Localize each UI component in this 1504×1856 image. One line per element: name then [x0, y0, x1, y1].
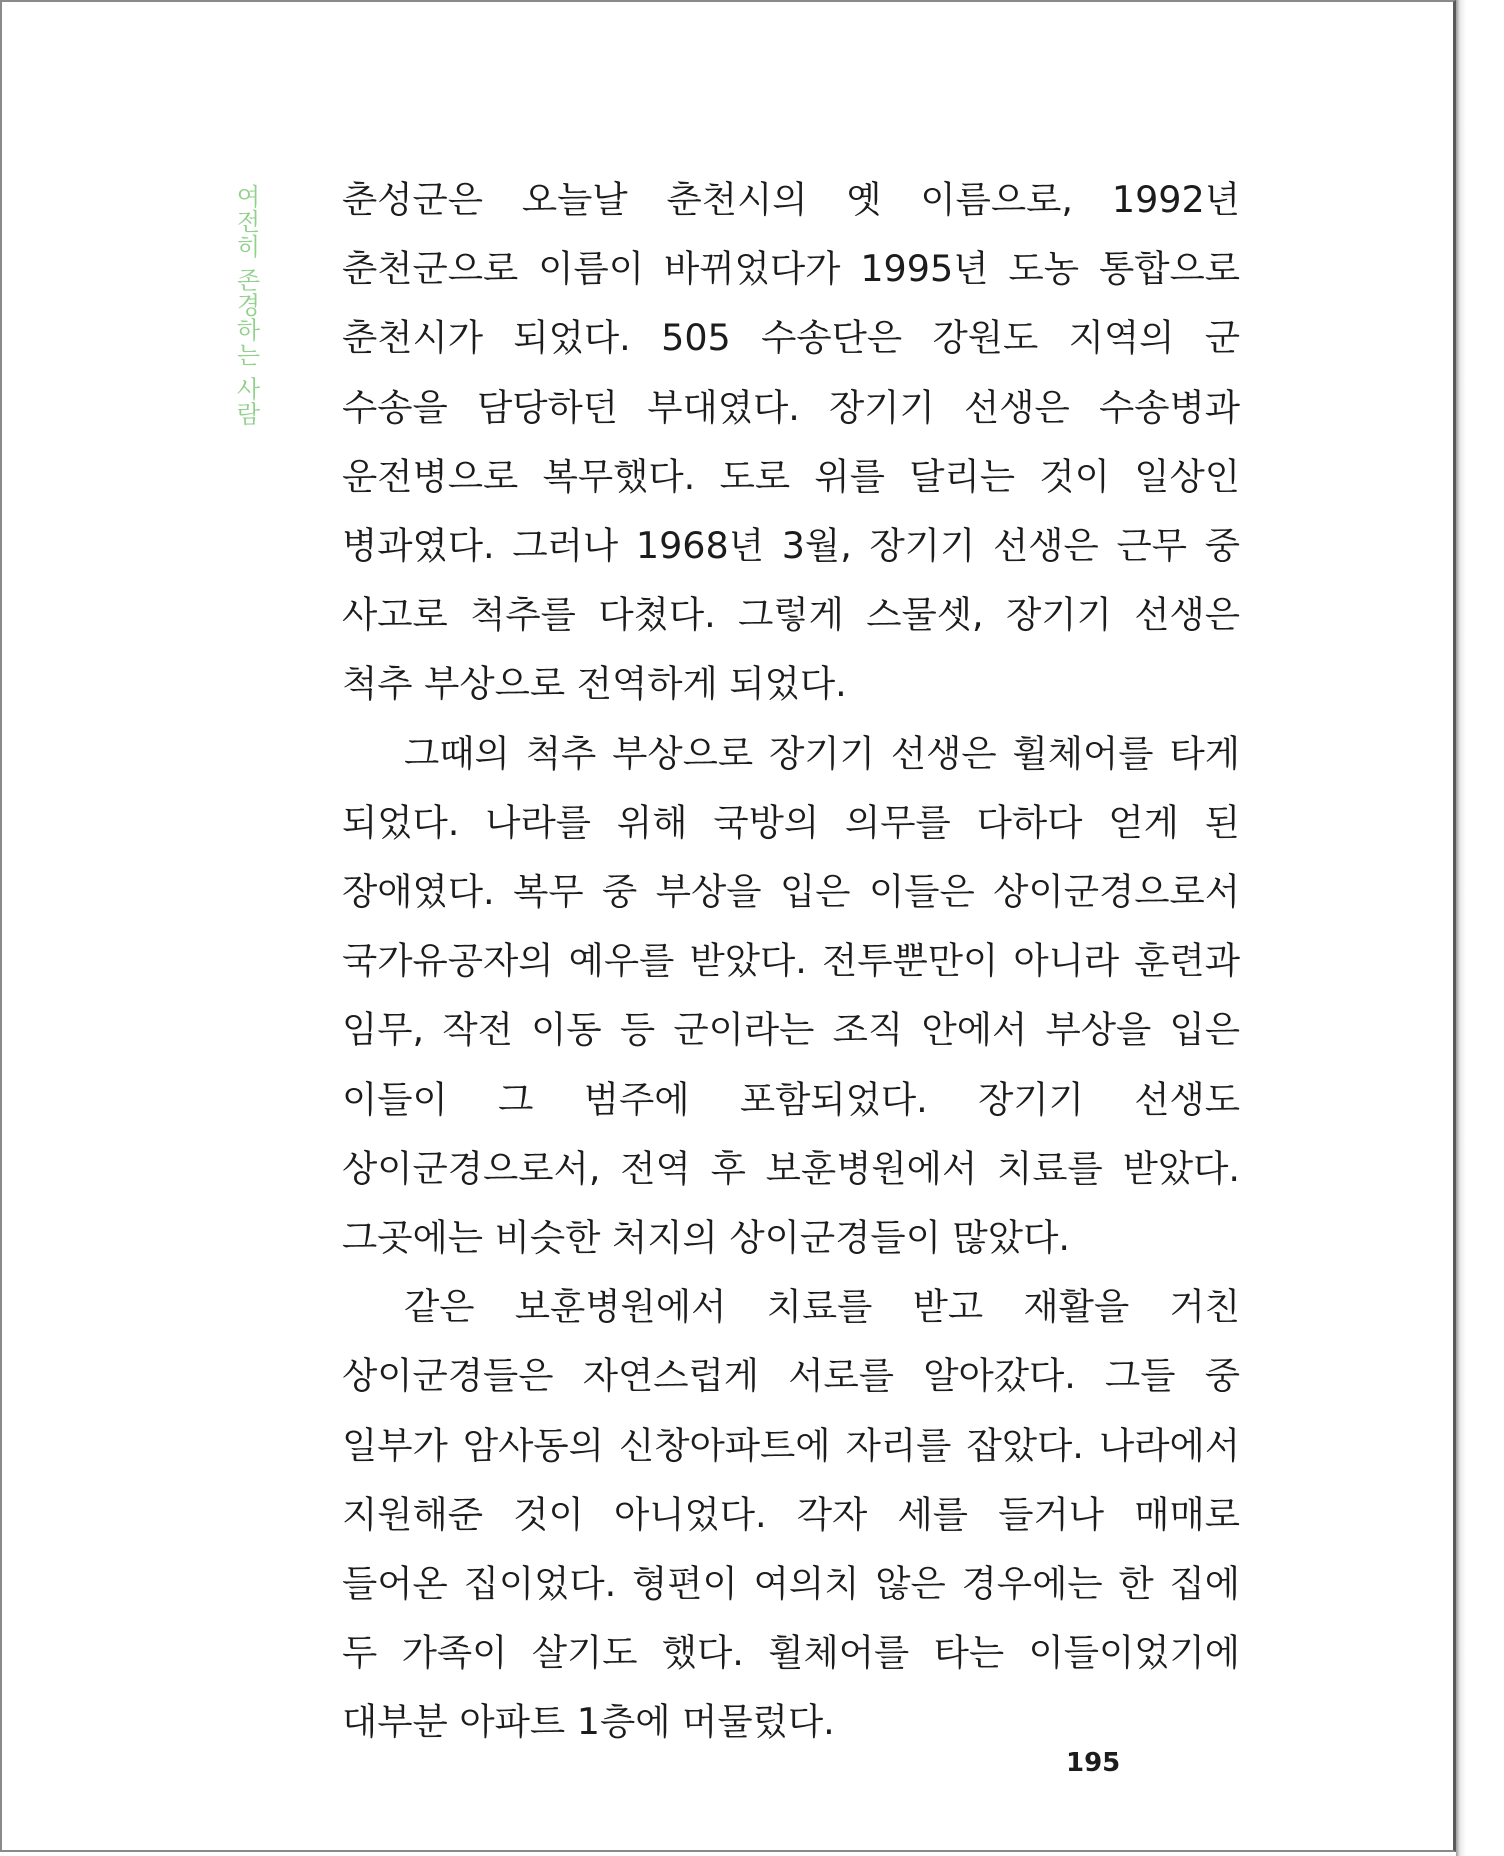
paragraph-1: 춘성군은 오늘날 춘천시의 옛 이름으로, 1992년 춘천군으로 이름이 바뀌었다가 1995년 도농 통합으로 춘천시가 되었다. 505 수송단은 강원도 지역의 군 수송을 담당하던 부대였다. 장기기 선생은 수송병과 운전병으로 복무했다. 도로 위를 달리는 것이 일상인 병과였다. 그러나 1968년 3월, 장기기 선생은 근무 중 사고로 척추를 다쳤다. 그렇게 스물셋, 장기기 선생은 척추 부상으로 전역하게 되었다.: [342, 178, 1240, 706]
paragraph-2: 그때의 척추 부상으로 장기기 선생은 휠체어를 타게 되었다. 나라를 위해 국방의 의무를 다하다 얻게 된 장애였다. 복무 중 부상을 입은 이들은 상이군경으로서 국가유공자의 예우를 받았다. 전투뿐만이 아니라 훈련과 임무, 작전 이동 등 군이라는 조직 안에서 부상을 입은 이들이 그 범주에 포함되었다. 장기기 선생도 상이군경으로서, 전역 후 보훈병원에서 치료를 받았다. 그곳에는 비슷한 처지의 상이군경들이 많았다.: [342, 731, 1240, 1260]
page-edge-shadow: [1456, 0, 1466, 1856]
page-number: 195: [1066, 1748, 1121, 1778]
running-head: 여전히 존경하는 사람: [232, 184, 260, 427]
paragraph-3: 같은 보훈병원에서 치료를 받고 재활을 거친 상이군경들은 자연스럽게 서로를 알아갔다. 그들 중 일부가 암사동의 신창아파트에 자리를 잡았다. 나라에서 지원해준 것이 아니었다. 각자 세를 들거나 매매로 들어온 집이었다. 형편이 여의치 않은 경우에는 한 집에 두 가족이 살기도 했다. 휠체어를 타는 이들이었기에 대부분 아파트 1층에 머물렀다.: [342, 1285, 1240, 1744]
body-text: [342, 165, 1240, 1757]
